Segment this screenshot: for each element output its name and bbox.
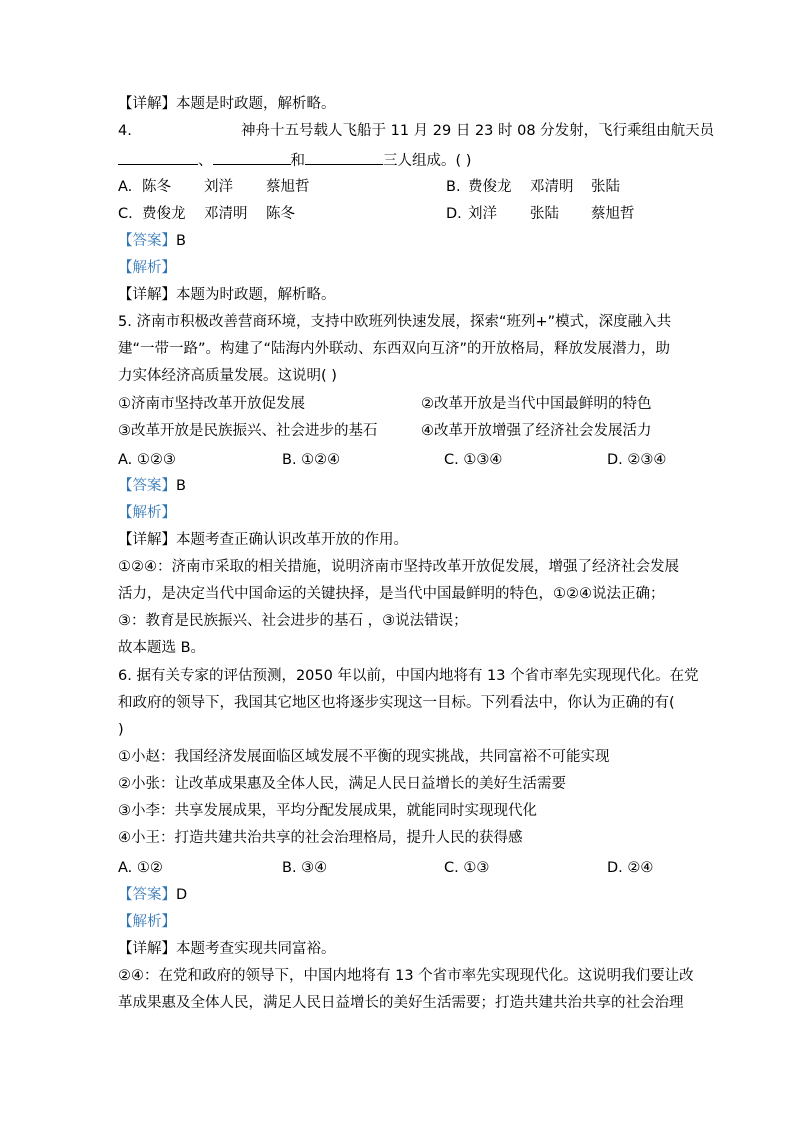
q6-option-d: D. ②④ (607, 860, 654, 876)
q5-statement-2: ②改革开放是当代中国最鲜明的特色 (421, 396, 652, 412)
q5-option-d: D. ②③④ (607, 452, 667, 468)
q4-option-d-name3: 蔡旭哲 (591, 206, 635, 222)
q5-statement-4: ④改革开放增强了经济社会发展活力 (421, 423, 652, 439)
q5-stem-line1: 5. 济南市积极改善营商环境，支持中欧班列快速发展，探索“班列+”模式，深度融入共 (118, 314, 672, 330)
q4-option-b-name1: 费俊龙 (468, 179, 512, 195)
q6-stem-line2: 和政府的领导下，我国其它地区也将逐步实现这一目标。下列看法中，你认为正确的有( (118, 695, 675, 711)
q4-option-c-name1: 费俊龙 (142, 206, 186, 222)
q4-stem-line1: 神舟十五号载人飞船于 11 月 29 日 23 时 08 分发射，飞行乘组由航天员 (241, 123, 715, 139)
q4-stem-line2: 、 和 三人组成。( ) (118, 148, 471, 171)
q4-option-c-name3: 陈冬 (266, 206, 295, 222)
q6-stem-line1: 6. 据有关专家的评估预测，2050 年以前，中国内地将有 13 个省市率先实现现代化。在党 (118, 668, 699, 684)
q4-option-a-letter: A. (118, 179, 133, 195)
q6-analysis-heading: 【解析】 (118, 914, 176, 930)
q4-option-c-letter: C. (118, 206, 133, 222)
q4-answer: 【答案】B (118, 233, 186, 249)
q4-option-b-name2: 邓清明 (530, 179, 574, 195)
q5-explanation-line2: 活力，是决定当代中国命运的关键抉择，是当代中国最鲜明的特色，①②④说法正确； (118, 586, 665, 602)
q5-detail: 【详解】本题考查正确认识改革开放的作用。 (118, 532, 408, 548)
q6-option-c: C. ①③ (444, 860, 490, 876)
q5-stem-line3: 力实体经济高质量发展。这说明( ) (118, 368, 337, 384)
q5-analysis-heading: 【解析】 (118, 505, 176, 521)
answer-blank-2[interactable] (213, 148, 291, 165)
q5-explanation-line1: ①②④：济南市采取的相关措施，说明济南市坚持改革开放促发展，增强了经济社会发展 (118, 559, 679, 575)
q4-detail: 【详解】本题为时政题，解析略。 (118, 287, 336, 303)
answer-blank-1[interactable] (118, 148, 198, 165)
q6-statement-1: ①小赵：我国经济发展面临区域发展不平衡的现实挑战，共同富裕不可能实现 (118, 749, 610, 765)
q5-stem-line2: 建“一带一路”。构建了“陆海内外联动、东西双向互济”的开放格局，释放发展潜力，助 (118, 341, 671, 357)
q4-option-a-name2: 刘洋 (204, 179, 233, 195)
q4-option-d-name1: 刘洋 (468, 206, 497, 222)
q5-explanation-line4: 故本题选 B。 (118, 640, 206, 656)
q5-option-b: B. ①②④ (282, 452, 341, 468)
q5-explanation-line3: ③：教育是民族振兴、社会进步的基石 ，③说法错误； (118, 613, 468, 629)
q6-option-a: A. ①② (118, 860, 163, 876)
q4-number: 4. (118, 123, 132, 139)
q4-option-d-name2: 张陆 (530, 206, 559, 222)
q4-option-a-name1: 陈冬 (142, 179, 171, 195)
q4-analysis-heading: 【解析】 (118, 260, 176, 276)
q6-statement-4: ④小王：打造共建共治共享的社会治理格局，提升人民的获得感 (118, 830, 523, 846)
q3-detail: 【详解】本题是时政题，解析略。 (118, 96, 336, 112)
q6-answer: 【答案】D (118, 887, 188, 903)
q5-statement-3: ③改革开放是民族振兴、社会进步的基石 (118, 423, 378, 439)
q4-option-b-letter: B. (446, 179, 461, 195)
q6-option-b: B. ③④ (282, 860, 328, 876)
q4-option-a-name3: 蔡旭哲 (266, 179, 310, 195)
q6-explanation-line2: 革成果惠及全体人民，满足人民日益增长的美好生活需要；打造共建共治共享的社会治理 (118, 995, 684, 1011)
q5-option-c: C. ①③④ (444, 452, 503, 468)
q5-option-a: A. ①②③ (118, 452, 176, 468)
q4-option-d-letter: D. (446, 206, 462, 222)
q6-explanation-line1: ②④：在党和政府的领导下，中国内地将有 13 个省市率先实现现代化。这说明我们要让改 (118, 968, 694, 984)
answer-blank-3[interactable] (305, 148, 383, 165)
q6-statement-2: ②小张：让改革成果惠及全体人民，满足人民日益增长的美好生活需要 (118, 776, 566, 792)
q6-stem-line3: ) (118, 722, 124, 738)
q5-statement-1: ①济南市坚持改革开放促发展 (118, 396, 305, 412)
q4-option-c-name2: 邓清明 (204, 206, 248, 222)
q6-statement-3: ③小李：共享发展成果，平均分配发展成果，就能同时实现现代化 (118, 803, 537, 819)
q5-answer: 【答案】B (118, 478, 186, 494)
q6-detail: 【详解】本题考查实现共同富裕。 (118, 941, 336, 957)
q4-option-b-name3: 张陆 (591, 179, 620, 195)
